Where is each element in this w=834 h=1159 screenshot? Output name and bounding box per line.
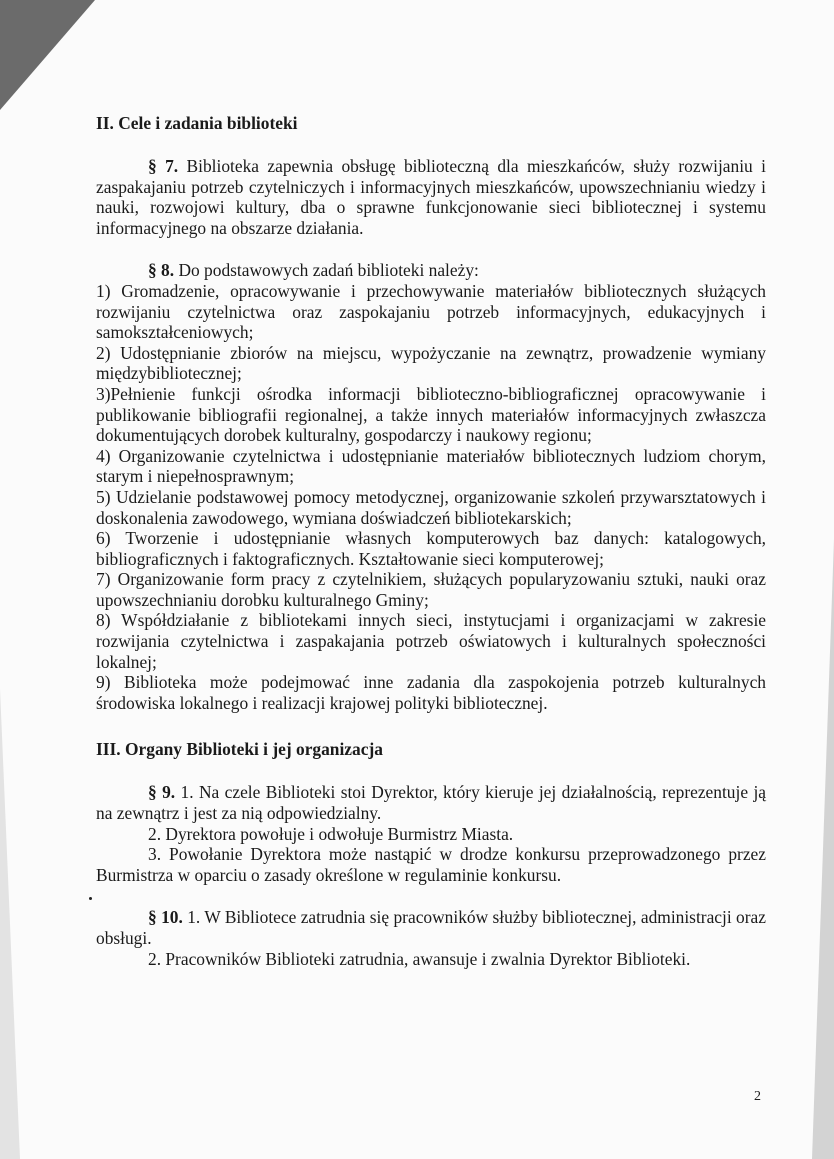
section-heading-3: III. Organy Biblioteki i jej organizacja [96, 739, 383, 760]
paragraph-9-item-2: 2. Dyrektora powołuje i odwołuje Burmistrz Miasta. [148, 823, 514, 844]
paragraph-10-item-1 [96, 907, 766, 948]
paragraph-8-intro-text: Do podstawowych zadań biblioteki należy: [178, 260, 479, 281]
paragraph-7-label: § 7. [148, 156, 179, 176]
paragraph-9-label: § 9. [148, 782, 176, 803]
task-list-item: 4) Organizowanie czytelnictwa i udostępnianie materiałów bibliotecznych ludziom chorym, starym i niepełnosprawnym; [96, 445, 766, 487]
scan-shadow-right [812, 539, 834, 1159]
paragraph-7 [96, 156, 766, 238]
paragraph-10-text-1: 1. W Bibliotece zatrudnia się pracowników służby bibliotecznej, administracji oraz obsługi. [96, 907, 766, 948]
paragraph-9-item-1 [96, 782, 766, 823]
page-number: 2 [754, 1089, 761, 1104]
paragraph-10-item-2: 2. Pracowników Biblioteki zatrudnia, awansuje i zwalnia Dyrektor Biblioteki. [148, 948, 691, 969]
task-list-item: 5) Udzielanie podstawowej pomocy metodycznej, organizowanie szkoleń przywarsztatowych i doskonalenia zawodowego, wymiana doświadczeń bibliotekarskich; [96, 486, 766, 528]
paragraph-8-label: § 8. [148, 260, 175, 281]
scan-shadow-corner [0, 0, 95, 110]
paragraph-9-item-3: 3. Powołanie Dyrektora może nastąpić w drodze konkursu przeprowadzonego przez Burmistrza w oparciu o zasady określone w regulaminie konkursu. [96, 844, 766, 885]
task-list-item: 9) Biblioteka może podejmować inne zadania dla zaspokojenia potrzeb kulturalnych środowiska lokalnego i realizacji krajowej polityki bibliotecznej. [96, 672, 766, 713]
task-list-item: 8) Współdziałanie z bibliotekami innych sieci, instytucjami i organizacjami w zakresie rozwijania czytelnictwa i zaspakajania potrzeb oświatowych i kulturalnych społeczności lokalnej; [96, 610, 766, 672]
task-list-item: 2) Udostępnianie zbiorów na miejscu, wypożyczanie na zewnątrz, prowadzenie wymiany międzybibliotecznej; [96, 342, 766, 384]
task-list [96, 281, 766, 713]
task-list-item: 1) Gromadzenie, opracowywanie i przechowywanie materiałów bibliotecznych służących rozwijaniu czytelnictwa oraz zaspokajaniu potrzeb informacyjnych, edukacyjnych i samokształceniowych; [96, 280, 766, 343]
task-list-item: 6) Tworzenie i udostępnianie własnych komputerowych baz danych: katalogowych, bibliograficznych i faktograficznych. Kształtowanie sieci komputerowej; [96, 528, 766, 569]
task-list-item: 3)Pełnienie funkcji ośrodka informacji biblioteczno-bibliograficznej opracowywanie i publikowanie bibliografii regionalnej, a także innych materiałów informacyjnych zwłaszcza dokumentujących dorobek kulturalny, gospodarczy i naukowy regionu; [96, 383, 766, 446]
scan-speck [89, 897, 92, 900]
paragraph-9-text-1: 1. Na czele Biblioteki stoi Dyrektor, który kieruje jej działalnością, reprezentuje ją na zewnątrz i jest za nią odpowiedzialny. [96, 782, 766, 824]
task-list-item: 7) Organizowanie form pracy z czytelnikiem, służących popularyzowaniu sztuki, nauki oraz upowszechnianiu dorobku kulturalnego Gminy; [96, 569, 766, 610]
document-body [96, 112, 766, 969]
paragraph-8-intro [96, 260, 766, 281]
section-heading-2: II. Cele i zadania biblioteki [96, 113, 298, 133]
paragraph-10-label: § 10. [148, 907, 183, 928]
paragraph-7-text: Biblioteka zapewnia obsługę biblioteczną dla mieszkańców, służy rozwijaniu i zaspakajaniu potrzeb czytelniczych i informacyjnych mieszkańców, upowszechnianiu wiedzy i nauki, rozwojowi kultury, dba o sprawne funkcjonowanie sieci bibliotecznej i systemu informacyjnego na obszarze działania. [96, 156, 766, 238]
scan-shadow-left [0, 689, 20, 1159]
